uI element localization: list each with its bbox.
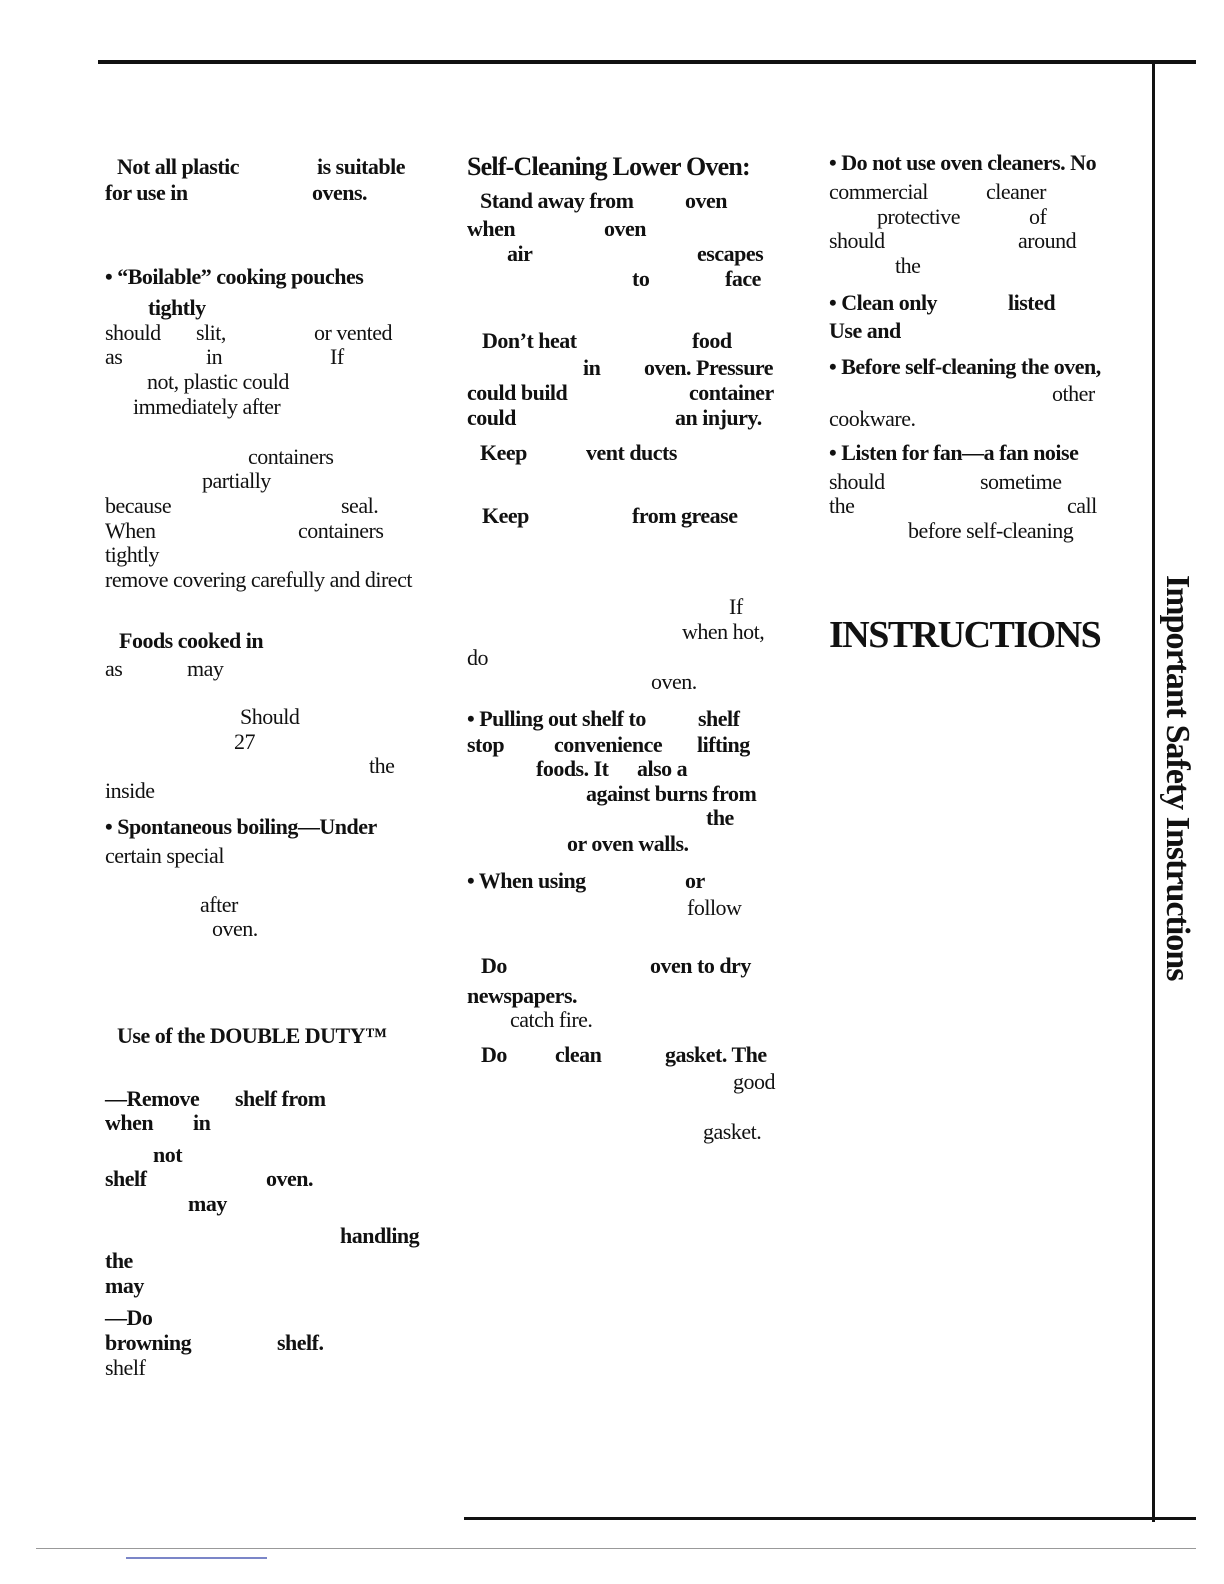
text-line: could build <box>467 380 568 405</box>
text-line: seal. <box>341 493 379 518</box>
text-line: stop <box>467 732 505 757</box>
text-line: listed <box>1008 290 1056 315</box>
text-line: Keep <box>480 440 527 465</box>
text-line: tightly <box>148 295 206 320</box>
text-line: Stand away from <box>480 188 634 213</box>
text-line: may <box>187 656 224 681</box>
text-line: in <box>583 355 601 380</box>
text-line: do <box>467 645 488 670</box>
text-line: against burns from <box>586 781 757 806</box>
text-line: in <box>193 1110 211 1135</box>
text-line: Do <box>481 953 507 978</box>
text-line: • Spontaneous boiling—Under <box>105 814 377 839</box>
text-line: before self-cleaning <box>908 518 1074 543</box>
text-line: from grease <box>632 503 738 528</box>
text-line: cookware. <box>829 406 916 431</box>
text-line: oven to dry <box>650 953 751 978</box>
text-line: commercial <box>829 179 928 204</box>
text-line: the <box>105 1248 133 1273</box>
text-line: newspapers. <box>467 983 578 1008</box>
text-line: as <box>105 656 123 681</box>
text-line: tightly <box>105 542 159 567</box>
text-line: • Pulling out shelf to <box>467 706 646 731</box>
section-heading: Self-Cleaning Lower Oven: <box>467 152 750 181</box>
text-line: when <box>105 1110 154 1135</box>
side-title: Important Safety Instructions <box>1159 575 1196 981</box>
text-line: oven. <box>266 1166 313 1191</box>
text-line: should <box>105 320 161 345</box>
text-line: because <box>105 493 172 518</box>
text-line: not, plastic could <box>147 369 289 394</box>
text-line: could <box>467 405 516 430</box>
text-line: should <box>829 228 885 253</box>
text-line: call <box>1067 493 1097 518</box>
text-line: face <box>725 266 761 291</box>
text-line: an injury. <box>675 405 762 430</box>
text-line: clean <box>555 1042 602 1067</box>
text-line: Do <box>481 1042 507 1067</box>
text-line: foods. It <box>536 756 609 781</box>
bottom-rule <box>464 1517 1196 1520</box>
text-line: shelf from <box>235 1086 326 1111</box>
text-line: Don’t heat <box>482 328 577 353</box>
text-line: for use in <box>105 180 188 205</box>
text-line: —Do <box>105 1305 153 1330</box>
text-line: Not all plastic <box>117 154 240 179</box>
text-line: Keep <box>482 503 529 528</box>
text-line: is suitable <box>317 154 406 179</box>
text-line: may <box>188 1191 227 1216</box>
text-line: browning <box>105 1330 192 1355</box>
text-line: food <box>692 328 732 353</box>
text-line: If <box>330 344 344 369</box>
text-line: containers <box>248 444 334 469</box>
text-line: remove covering carefully and direct <box>105 567 412 592</box>
text-line: lifting <box>697 732 750 757</box>
text-line: of <box>1029 204 1047 229</box>
text-line: other <box>1052 381 1095 406</box>
text-line: • Before self-cleaning the oven, <box>829 354 1101 379</box>
text-line: shelf <box>105 1355 146 1380</box>
text-line: Use of the DOUBLE DUTY™ <box>117 1023 387 1048</box>
text-line: when hot, <box>682 619 765 644</box>
text-line: containers <box>298 518 384 543</box>
text-line: the <box>369 753 395 778</box>
text-line: If <box>729 594 743 619</box>
side-rule <box>1152 60 1155 1522</box>
text-line: protective <box>877 204 960 229</box>
text-line: container <box>689 380 774 405</box>
text-line: as <box>105 344 123 369</box>
text-line: not <box>153 1142 183 1167</box>
text-line: shelf. <box>277 1330 324 1355</box>
text-line: should <box>829 469 885 494</box>
text-line: air <box>507 241 533 266</box>
text-line: inside <box>105 778 155 803</box>
text-line: • When using <box>467 868 586 893</box>
text-line: in <box>206 344 223 369</box>
text-line: immediately after <box>133 394 281 419</box>
text-line: ovens. <box>312 180 368 205</box>
text-line: gasket. The <box>665 1042 767 1067</box>
text-line: may <box>105 1273 144 1298</box>
text-line: to <box>632 266 650 291</box>
text-line: Should <box>240 704 300 729</box>
text-line: when <box>467 216 516 241</box>
text-line: catch fire. <box>510 1007 593 1032</box>
text-line: convenience <box>554 732 663 757</box>
text-line: 27 <box>234 729 255 754</box>
text-line: vent ducts <box>586 440 677 465</box>
text-line: When <box>105 518 156 543</box>
text-line: • “Boilable” cooking pouches <box>105 264 364 289</box>
text-line: certain special <box>105 843 224 868</box>
text-line: good <box>733 1069 775 1094</box>
text-line: after <box>200 892 238 917</box>
text-line: Use and <box>829 318 901 343</box>
text-line: the <box>895 253 921 278</box>
text-line: the <box>829 493 855 518</box>
text-line: oven <box>685 188 727 213</box>
text-line: oven <box>604 216 646 241</box>
text-line: or oven walls. <box>567 831 689 856</box>
text-line: partially <box>202 468 271 493</box>
text-line: • Clean only <box>829 290 938 315</box>
text-line: the <box>706 805 734 830</box>
text-line: sometime <box>980 469 1062 494</box>
text-line: shelf <box>698 706 740 731</box>
text-line: slit, <box>196 320 226 345</box>
text-line: oven. Pressure <box>644 355 774 380</box>
text-line: gasket. <box>703 1119 762 1144</box>
text-line: • Listen for fan—a fan noise <box>829 440 1079 465</box>
text-line: follow <box>687 895 742 920</box>
footer-link-bar <box>126 1557 267 1559</box>
text-line: shelf <box>105 1166 147 1191</box>
text-line: escapes <box>697 241 764 266</box>
text-line: cleaner <box>986 179 1046 204</box>
text-line: also a <box>637 756 688 781</box>
text-line: handling <box>340 1223 420 1248</box>
text-line: or <box>685 868 705 893</box>
footer-rule <box>36 1548 1196 1549</box>
top-rule <box>98 60 1196 64</box>
instructions-heading: INSTRUCTIONS <box>829 614 1101 656</box>
text-line: • Do not use oven cleaners. No <box>829 150 1097 175</box>
text-line: Foods cooked in <box>119 628 264 653</box>
text-line: around <box>1018 228 1077 253</box>
text-line: or vented <box>314 320 392 345</box>
text-line: —Remove <box>105 1086 200 1111</box>
text-line: oven. <box>212 916 258 941</box>
text-line: oven. <box>651 669 697 694</box>
